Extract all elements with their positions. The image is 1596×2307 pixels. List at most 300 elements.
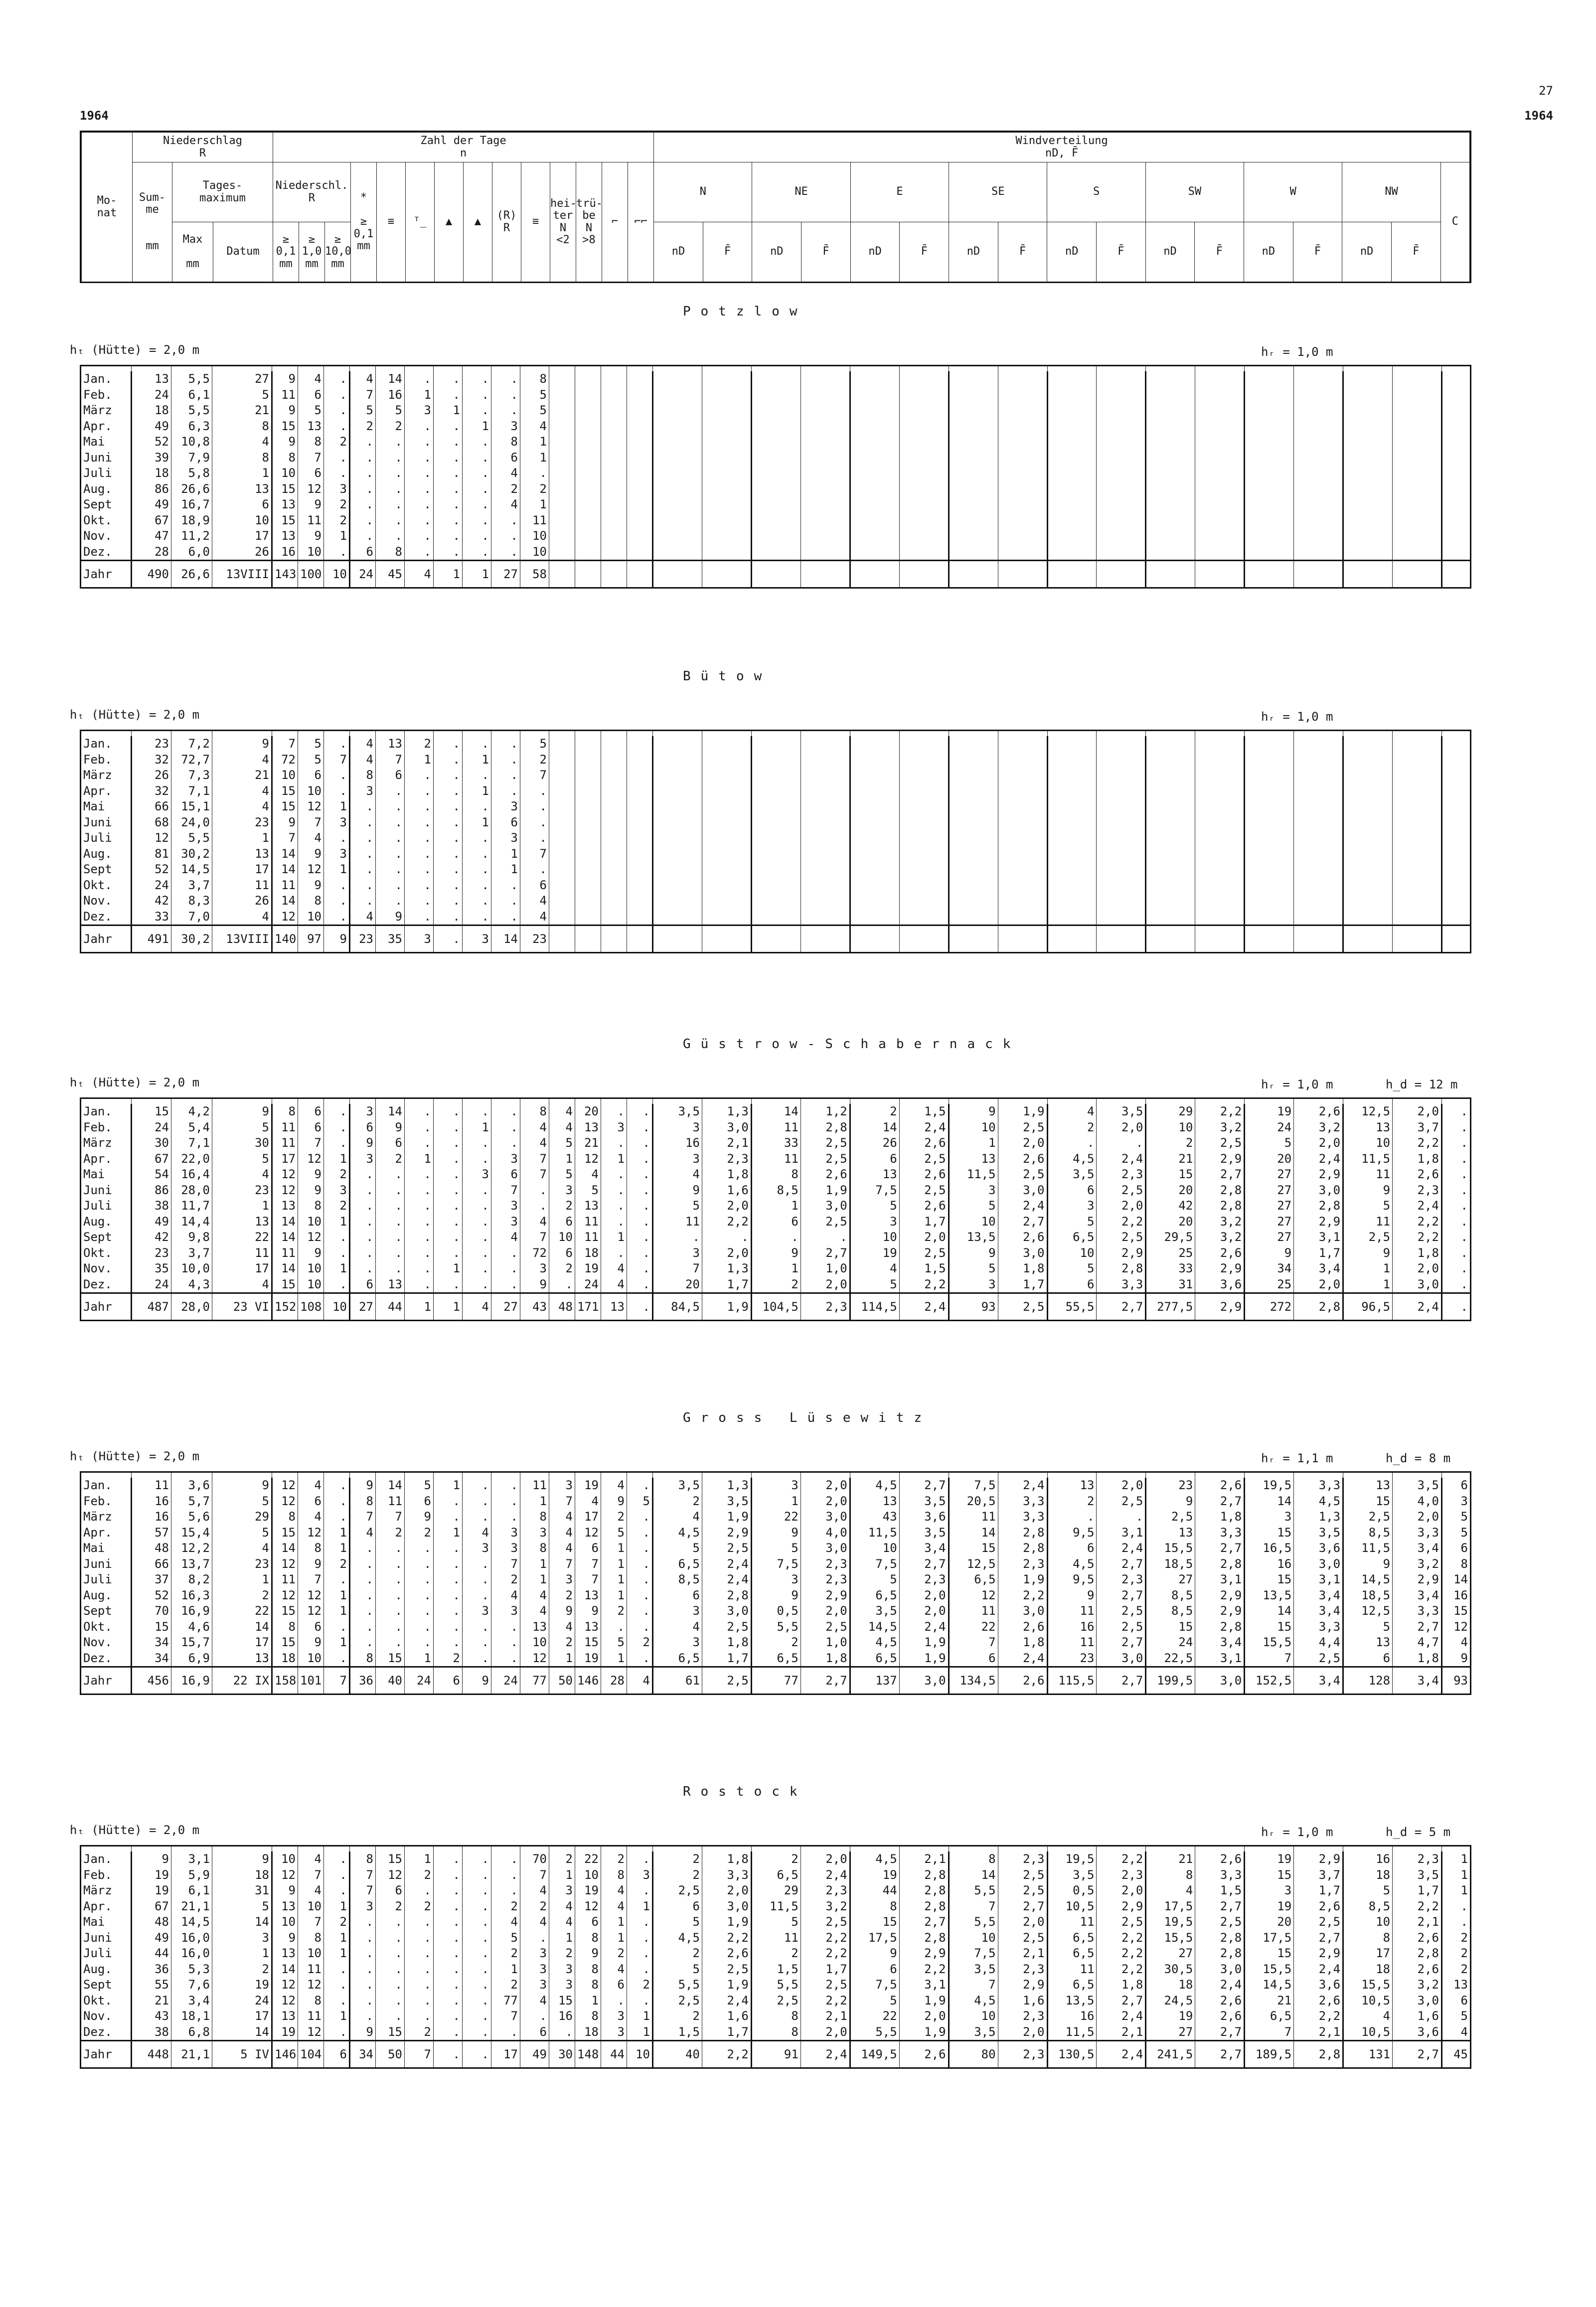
value-cell	[549, 513, 575, 529]
value-cell: .	[434, 497, 463, 513]
wind-cell: 2,9	[899, 1946, 949, 1962]
value-cell: .	[463, 909, 491, 925]
spacer-cell	[520, 731, 549, 737]
header-dir-sw: SW	[1145, 162, 1244, 222]
value-cell: .	[324, 1494, 350, 1510]
wind-cell: 1,9	[998, 1104, 1047, 1120]
wind-cell: 2,0	[998, 1135, 1047, 1151]
wind-cell	[1294, 465, 1343, 481]
value-cell: .	[434, 1635, 463, 1651]
value-cell: 2	[549, 1588, 575, 1604]
spacer-cell	[653, 1846, 702, 1852]
value-cell: 3	[549, 1572, 575, 1588]
value-cell	[627, 387, 653, 403]
value-cell	[601, 528, 627, 544]
spacer-cell	[491, 731, 520, 737]
value-cell: 4	[350, 1525, 376, 1541]
wind-cell: 3,4	[899, 1540, 949, 1556]
header-hail: ▲	[435, 162, 464, 282]
wind-cell: 27	[1245, 1214, 1294, 1230]
value-cell: .	[376, 465, 405, 481]
value-cell: .	[350, 1245, 376, 1261]
value-cell: 5	[298, 403, 324, 419]
value-cell: 3	[324, 846, 350, 862]
year-total-row	[81, 561, 1471, 588]
value-cell: 10	[298, 1946, 324, 1962]
value-cell: .	[350, 1993, 376, 2009]
value-cell: 21	[132, 1993, 171, 2009]
value-cell: 140	[272, 925, 298, 953]
wind-cell: 1,8	[702, 1167, 751, 1183]
spacer-cell	[212, 1098, 272, 1104]
value-cell: .	[463, 544, 491, 561]
wind-cell	[1245, 481, 1294, 497]
month-row	[81, 403, 1471, 419]
value-cell: 6	[324, 2041, 350, 2068]
value-cell: .	[434, 419, 463, 435]
value-cell: 8	[298, 1198, 324, 1214]
value-cell: .	[405, 878, 434, 894]
spacer-cell	[1393, 1472, 1442, 1478]
value-cell: .	[434, 450, 463, 466]
value-cell	[575, 830, 601, 846]
value-cell: .	[324, 1230, 350, 1245]
value-cell: 19	[132, 1867, 171, 1883]
wind-cell: 8	[1146, 1867, 1195, 1883]
wind-cell: 30,5	[1146, 1962, 1195, 1978]
value-cell: 11	[272, 1135, 298, 1151]
wind-cell	[1097, 768, 1146, 783]
spacer-cell	[81, 1846, 132, 1852]
value-cell: 3	[520, 1977, 549, 1993]
spacer-cell	[850, 1098, 899, 1104]
wind-cell: 7	[1245, 2024, 1294, 2041]
header-dir-s: S	[1047, 162, 1145, 222]
value-cell: 2	[405, 736, 434, 752]
value-cell: 13	[272, 528, 298, 544]
value-cell: 11	[212, 1245, 272, 1261]
value-cell: 37	[132, 1572, 171, 1588]
value-cell: 1	[601, 1651, 627, 1667]
wind-cell	[653, 371, 702, 387]
value-cell	[549, 736, 575, 752]
wind-cell: 6	[1343, 1651, 1393, 1667]
value-cell: 10	[324, 561, 350, 588]
wind-cell: 2,4	[1294, 1962, 1343, 1978]
value-cell: 36	[132, 1962, 171, 1978]
spacer-cell	[751, 366, 800, 372]
value-cell: 17	[212, 2008, 272, 2024]
value-cell: .	[434, 1899, 463, 1915]
wind-cell	[899, 783, 949, 799]
calm-cell	[1442, 830, 1471, 846]
wind-cell	[949, 387, 998, 403]
wind-cell	[653, 736, 702, 752]
spacer-cell	[520, 1472, 549, 1478]
header-snow-threshold: ≥ 0,1	[353, 215, 374, 240]
spacer-cell	[1294, 1472, 1343, 1478]
wind-cell	[702, 481, 751, 497]
value-cell: 24	[575, 1277, 601, 1293]
header-rime: ⌐	[602, 162, 628, 282]
wind-cell	[1146, 830, 1195, 846]
wind-cell: 10	[850, 1230, 899, 1245]
wind-cell	[998, 846, 1047, 862]
wind-cell: 1,8	[702, 1851, 751, 1867]
wind-cell	[1343, 862, 1393, 878]
wind-cell	[949, 736, 998, 752]
value-cell: 58	[520, 561, 549, 588]
wind-cell: 3,3	[998, 1494, 1047, 1510]
spacer-cell	[491, 1472, 520, 1478]
value-cell: 6	[491, 815, 520, 831]
wind-cell: 19	[1245, 1851, 1294, 1867]
value-cell: .	[491, 1619, 520, 1635]
value-cell: 16,0	[171, 1946, 212, 1962]
wind-cell: 5	[1343, 1619, 1393, 1635]
value-cell: .	[520, 830, 549, 846]
wind-cell: 2,5	[702, 1667, 751, 1694]
month-label: Apr.	[81, 1899, 132, 1915]
wind-cell	[1343, 561, 1393, 588]
month-row	[81, 1277, 1471, 1293]
value-cell: 1	[212, 830, 272, 846]
value-cell: 15	[272, 783, 298, 799]
value-cell	[549, 815, 575, 831]
month-row	[81, 1214, 1471, 1230]
header-nd-w: nD	[1244, 222, 1293, 282]
value-cell: 7	[405, 2041, 434, 2068]
value-cell: 2	[376, 419, 405, 435]
spacer-cell	[1146, 366, 1195, 372]
wind-cell: 9,5	[1047, 1572, 1097, 1588]
value-cell: 27	[212, 371, 272, 387]
value-cell: .	[350, 862, 376, 878]
value-cell: 1	[601, 1572, 627, 1588]
wind-cell: 20,5	[949, 1494, 998, 1510]
calm-cell	[1442, 768, 1471, 783]
value-cell: .	[405, 830, 434, 846]
wind-cell: 4,5	[850, 1851, 899, 1867]
value-cell: 24	[405, 1667, 434, 1694]
wind-cell	[1047, 497, 1097, 513]
value-cell: .	[601, 1619, 627, 1635]
wind-cell: 13	[1343, 1635, 1393, 1651]
month-row	[81, 1183, 1471, 1199]
wind-cell	[1294, 893, 1343, 909]
value-cell	[575, 783, 601, 799]
wind-cell	[850, 403, 899, 419]
month-row	[81, 371, 1471, 387]
value-cell: .	[463, 2041, 491, 2068]
value-cell	[627, 465, 653, 481]
value-cell: .	[434, 2024, 463, 2041]
value-cell: .	[405, 481, 434, 497]
wind-cell: 4,5	[949, 1993, 998, 2009]
wind-cell	[1294, 387, 1343, 403]
month-label: Apr.	[81, 783, 132, 799]
value-cell: .	[627, 1603, 653, 1619]
value-cell: .	[549, 2024, 575, 2041]
value-cell: 7	[376, 1509, 405, 1525]
wind-cell: 277,5	[1146, 1293, 1195, 1321]
value-cell: 18	[575, 2024, 601, 2041]
wind-cell	[653, 846, 702, 862]
value-cell: 14,5	[171, 1914, 212, 1930]
wind-cell	[1047, 893, 1097, 909]
calm-cell	[1442, 561, 1471, 588]
wind-cell: 6,5	[751, 1867, 800, 1883]
value-cell	[549, 528, 575, 544]
wind-cell: 13	[1343, 1478, 1393, 1494]
month-label: Nov.	[81, 893, 132, 909]
wind-cell: 14	[949, 1867, 998, 1883]
wind-cell	[1146, 419, 1195, 435]
month-label: Juni	[81, 450, 132, 466]
value-cell: .	[376, 1245, 405, 1261]
spacer-cell	[1393, 1846, 1442, 1852]
wind-cell: 11,5	[1343, 1151, 1393, 1167]
value-cell: 6	[298, 1494, 324, 1510]
value-cell: .	[491, 736, 520, 752]
value-cell: 12	[272, 1183, 298, 1199]
value-cell: 2	[405, 1867, 434, 1883]
wind-cell: 17,5	[1245, 1930, 1294, 1946]
month-label: Jahr	[81, 561, 132, 588]
wind-cell: 2,8	[1195, 1183, 1245, 1199]
value-cell: .	[324, 1277, 350, 1293]
value-cell: 14	[272, 1540, 298, 1556]
wind-cell: 3,0	[899, 1667, 949, 1694]
wind-cell: 2,7	[1195, 1494, 1245, 1510]
value-cell: 40	[376, 1667, 405, 1694]
value-cell: 11	[132, 1478, 171, 1494]
wind-cell	[1343, 434, 1393, 450]
value-cell: 2	[520, 1899, 549, 1915]
wind-cell	[1047, 561, 1097, 588]
wind-cell	[751, 481, 800, 497]
value-cell: 1	[463, 815, 491, 831]
value-cell: 3	[491, 1151, 520, 1167]
value-cell: 12	[298, 481, 324, 497]
wind-cell: 2,9	[800, 1588, 850, 1604]
wind-cell: 20	[1146, 1183, 1195, 1199]
value-cell: 8	[298, 1993, 324, 2009]
value-cell: 12	[298, 1603, 324, 1619]
value-cell: 10	[272, 768, 298, 783]
value-cell	[601, 925, 627, 953]
month-label: Jan.	[81, 736, 132, 752]
spacer-cell	[171, 1846, 212, 1852]
wind-cell	[702, 768, 751, 783]
month-label: Feb.	[81, 1867, 132, 1883]
value-cell: 12	[298, 1230, 324, 1245]
year-total-row	[81, 2041, 1471, 2068]
wind-cell: 2,4	[1097, 2008, 1146, 2024]
spacer-cell	[702, 366, 751, 372]
value-cell: .	[376, 1977, 405, 1993]
spacer-cell	[575, 1098, 601, 1104]
value-cell: .	[627, 1851, 653, 1867]
value-cell	[627, 736, 653, 752]
wind-cell: 2,0	[702, 1245, 751, 1261]
wind-cell: 2,1	[998, 1946, 1047, 1962]
wind-cell: 14	[1245, 1494, 1294, 1510]
value-cell: 456	[132, 1667, 171, 1694]
calm-cell: .	[1442, 1167, 1471, 1183]
wind-cell	[1294, 925, 1343, 953]
value-cell: 1	[212, 1572, 272, 1588]
wind-cell	[1097, 736, 1146, 752]
month-row	[81, 909, 1471, 925]
wind-cell	[1343, 419, 1393, 435]
wind-cell: 2,0	[1294, 1277, 1343, 1293]
rain-gauge-height: hᵣ = 1,0 m	[1261, 1825, 1333, 1839]
value-cell	[549, 862, 575, 878]
wind-cell	[702, 434, 751, 450]
value-cell: 6	[376, 1135, 405, 1151]
wind-cell: 3	[653, 1603, 702, 1619]
wind-cell: 15,5	[1245, 1962, 1294, 1978]
value-cell: .	[463, 1478, 491, 1494]
wind-cell	[751, 768, 800, 783]
spacer-cell	[627, 1098, 653, 1104]
value-cell: 1	[549, 1651, 575, 1667]
value-cell: 1	[601, 1230, 627, 1245]
value-cell: 47	[132, 528, 171, 544]
value-cell: 4	[520, 1993, 549, 2009]
wind-cell: 1,7	[800, 1962, 850, 1978]
value-cell: 3,7	[171, 878, 212, 894]
spacer-cell	[212, 1472, 272, 1478]
wind-cell	[800, 768, 850, 783]
wind-cell	[1294, 909, 1343, 925]
wind-cell	[1097, 893, 1146, 909]
wind-cell	[1146, 878, 1195, 894]
value-cell: 1	[549, 1151, 575, 1167]
wind-cell: 3,2	[1195, 1120, 1245, 1136]
value-cell: 15,4	[171, 1525, 212, 1541]
value-cell: 28,0	[171, 1183, 212, 1199]
value-cell: .	[434, 846, 463, 862]
wind-cell	[1245, 768, 1294, 783]
spacer-cell	[350, 1846, 376, 1852]
value-cell: .	[405, 1167, 434, 1183]
wind-cell	[653, 481, 702, 497]
spacer-cell	[81, 731, 132, 737]
calm-cell: .	[1442, 1277, 1471, 1293]
value-cell: 15	[272, 1635, 298, 1651]
value-cell: 1	[627, 2024, 653, 2041]
value-cell: 68	[132, 815, 171, 831]
value-cell: .	[627, 1277, 653, 1293]
month-label: Mai	[81, 799, 132, 815]
wind-sensor-height: h_d = 12 m	[1386, 1077, 1458, 1091]
wind-cell	[1294, 403, 1343, 419]
value-cell	[575, 815, 601, 831]
month-label: Juli	[81, 1198, 132, 1214]
wind-cell	[850, 481, 899, 497]
wind-cell	[1245, 893, 1294, 909]
value-cell	[601, 434, 627, 450]
wind-cell: 27	[1245, 1230, 1294, 1245]
value-cell: 4,3	[171, 1277, 212, 1293]
value-cell: .	[463, 1635, 491, 1651]
value-cell: 13	[272, 497, 298, 513]
value-cell: .	[405, 1619, 434, 1635]
month-row	[81, 1478, 1471, 1494]
value-cell: .	[434, 1572, 463, 1588]
station-data-table	[80, 1845, 1471, 2069]
month-label: Apr.	[81, 1151, 132, 1167]
value-cell: .	[350, 1619, 376, 1635]
wind-cell	[653, 909, 702, 925]
month-row	[81, 1914, 1471, 1930]
wind-cell	[850, 830, 899, 846]
wind-cell	[1047, 830, 1097, 846]
wind-cell: 7,5	[949, 1478, 998, 1494]
value-cell: 4	[520, 909, 549, 925]
value-cell: 490	[132, 561, 171, 588]
value-cell: 12,2	[171, 1540, 212, 1556]
value-cell: 1	[601, 1914, 627, 1930]
wind-cell: 2,7	[1195, 2024, 1245, 2041]
month-row	[81, 830, 1471, 846]
wind-cell: 1,9	[702, 1293, 751, 1321]
wind-cell: 3,5	[850, 1603, 899, 1619]
wind-cell	[1047, 419, 1097, 435]
wind-cell: 2,2	[1097, 1851, 1146, 1867]
value-cell: .	[434, 1494, 463, 1510]
value-cell: .	[405, 1540, 434, 1556]
value-cell: .	[405, 1962, 434, 1978]
header-f-n: F̄	[703, 222, 752, 282]
value-cell: 10	[298, 1261, 324, 1277]
month-row	[81, 1993, 1471, 2009]
wind-cell: 4,0	[800, 1525, 850, 1541]
value-cell: .	[350, 528, 376, 544]
value-cell: 3	[350, 783, 376, 799]
value-cell: .	[434, 1509, 463, 1525]
value-cell: 24	[132, 1120, 171, 1136]
wind-cell	[1245, 419, 1294, 435]
wind-cell	[751, 815, 800, 831]
calm-cell	[1442, 925, 1471, 953]
wind-cell: 3,3	[1393, 1603, 1442, 1619]
value-cell	[549, 925, 575, 953]
value-cell: 43	[132, 2008, 171, 2024]
month-label: Jahr	[81, 1293, 132, 1321]
wind-cell	[1146, 925, 1195, 953]
wind-cell	[1146, 544, 1195, 561]
value-cell: 1	[549, 1930, 575, 1946]
wind-cell	[899, 403, 949, 419]
wind-cell: 0,5	[751, 1603, 800, 1619]
value-cell: 9	[298, 1635, 324, 1651]
wind-cell: 12	[949, 1588, 998, 1604]
value-cell: .	[324, 1651, 350, 1667]
wind-cell: 40	[653, 2041, 702, 2068]
wind-cell	[1047, 815, 1097, 831]
wind-cell: 15	[850, 1914, 899, 1930]
value-cell: 2	[491, 1572, 520, 1588]
value-cell: 3	[491, 1540, 520, 1556]
value-cell: .	[463, 1851, 491, 1867]
value-cell: 3	[491, 830, 520, 846]
month-label: Okt.	[81, 1993, 132, 2009]
value-cell: 12	[298, 1588, 324, 1604]
month-row	[81, 1198, 1471, 1214]
